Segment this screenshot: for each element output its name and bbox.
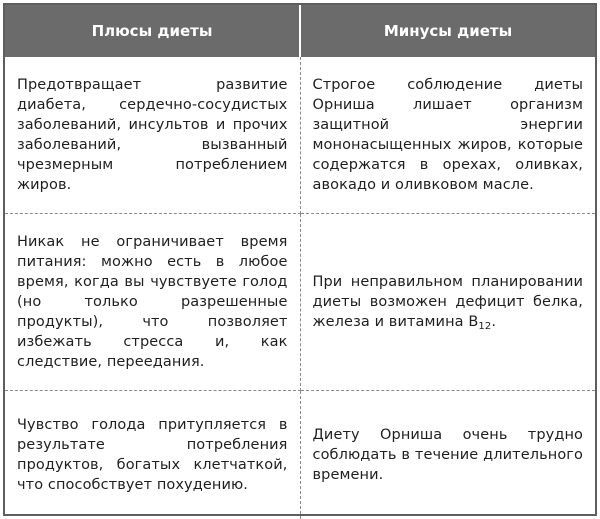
table-row <box>5 57 595 214</box>
vitamin-subscript: 12 <box>478 321 491 332</box>
diet-pros-cons-table <box>3 3 597 516</box>
pros-column-header: Плюсы диеты <box>5 5 300 57</box>
table-row <box>5 391 595 519</box>
cons-cell <box>300 214 595 391</box>
cons-cell-period: . <box>491 314 496 330</box>
pros-cell: Никак не ограничивает время питания: можно есть в любое время, когда вы чувствуете голод (но только разрешенные продукты), что позволяет избежать стресса и, как следствие, переедания. <box>5 214 300 391</box>
pros-cons-grid <box>5 5 595 519</box>
pros-cell: Предотвращает развитие диабета, сердечно-сосудистых заболеваний, инсультов и прочих заболеваний, вызванный чрезмерным потреблением жиров. <box>5 57 300 214</box>
table-row <box>5 214 595 391</box>
cons-cell: Диету Орниша очень трудно соблюдать в течение длительного времени. <box>300 391 595 519</box>
pros-cell: Чувство голода притупляется в результате потребления продуктов, богатых клетчаткой, что способствует похудению. <box>5 391 300 519</box>
cons-cell-text: При неправильном планировании диеты возможен дефицит белка, железа и витамина B <box>313 274 584 330</box>
cons-cell: Строгое соблюдение диеты Орниша лишает организм защитной энергии мононасыщенных жиров, которые содержатся в орехах, оливках, авокадо и оливковом масле. <box>300 57 595 214</box>
header-row <box>5 5 595 57</box>
cons-column-header: Минусы диеты <box>300 5 595 57</box>
